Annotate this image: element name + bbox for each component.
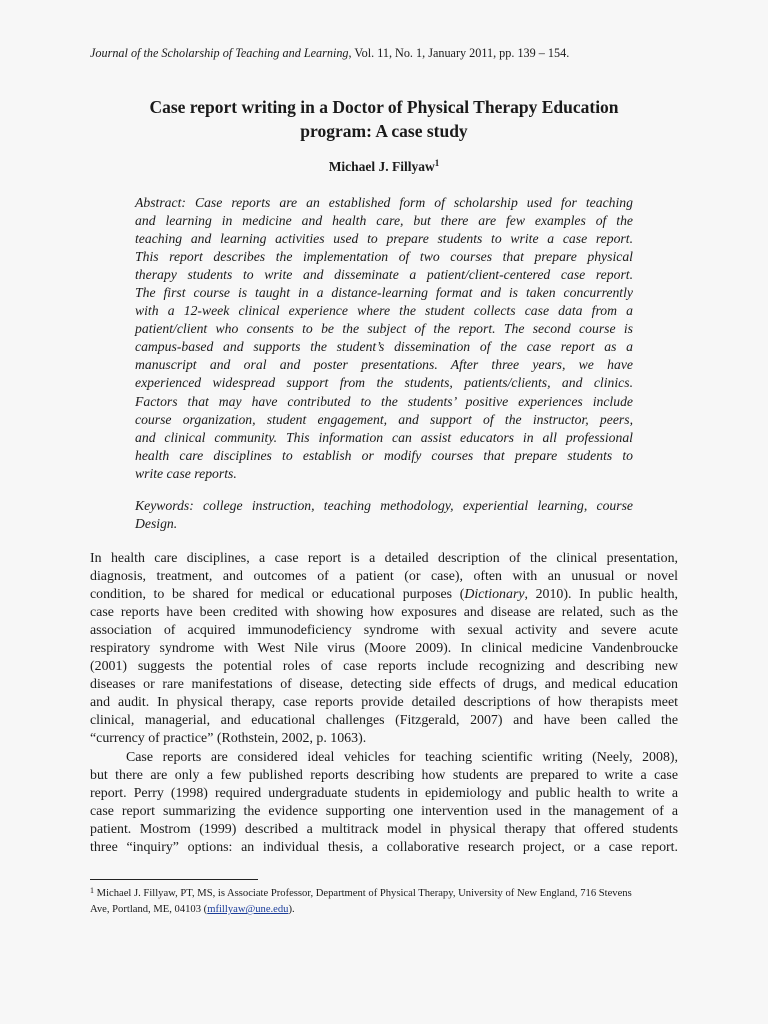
abstract-line: The first course is taught in a distance-learning format and is taken concurrently (135, 285, 633, 301)
footnote-text: Michael J. Fillyaw, PT, MS, is Associate Professor, Department of Physical Therapy, University of New England, 716 Stevens (94, 888, 632, 899)
body-line: report. Perry (1998) required undergraduate students in epidemiology and public health to write a (90, 785, 678, 801)
abstract-line: and clinical community. This information can assist educators in all professional (135, 429, 633, 445)
abstract-line: Abstract: Case reports are an established form of scholarship used for teaching (135, 195, 633, 210)
abstract-line: experienced widespread support from the students, patients/clients, and clinics. (135, 375, 633, 391)
footnote-marker: 1 (90, 886, 94, 895)
footnote-divider (90, 879, 258, 880)
body-line: diseases or rare manifestations of disease, detecting side effects of drugs, and medical education (90, 677, 678, 693)
abstract-line: course organization, student engagement, and support of the instructor, peers, (135, 411, 633, 427)
journal-name: Journal of the Scholarship of Teaching and Learning (90, 46, 349, 60)
abstract-line: manuscript and oral and poster presentations. After three years, we have (135, 357, 633, 373)
keywords (135, 497, 633, 533)
body-line: “currency of practice” (Rothstein, 2002, p. 1063). (90, 731, 367, 747)
keywords-line: Keywords: college instruction, teaching methodology, experiential learning, course (135, 498, 633, 513)
title-line-2: program: A case study (300, 121, 468, 141)
footnote (90, 886, 690, 918)
body-line (90, 586, 678, 604)
paragraph-2 (90, 749, 678, 857)
author-footnote-marker: 1 (434, 158, 440, 168)
footnote-line (90, 886, 690, 902)
body-line: respiratory syndrome with West Nile virus (Moore 2009). In clinical medicine Vandenbroucke (90, 641, 678, 657)
body-line: association of acquired immunodeficiency syndrome with sexual activity and severe acute (90, 623, 678, 639)
abstract-line: Factors that may have contributed to the students’ positive experiences include (135, 393, 633, 409)
paragraph-1 (90, 550, 678, 749)
footnote-line (90, 902, 690, 918)
abstract-line: and learning in medicine and health care, but there are few examples of the (135, 213, 633, 229)
author-line (90, 158, 678, 176)
body-text-segment: condition, to be shared for medical or educational purposes ( (90, 587, 465, 603)
abstract-line: This report describes the implementation of two courses that prepare physical (135, 249, 633, 265)
body-text-segment: , 2010). In public health, (524, 587, 678, 603)
title-line-1: Case report writing in a Doctor of Physical Therapy Education (149, 97, 619, 117)
body-line: patient. Mostrom (1999) described a multitrack model in physical therapy that offered students (90, 821, 678, 837)
body-line: but there are only a few published reports describing how students are prepared to write a case (90, 767, 678, 783)
footnote-text: Ave, Portland, ME, 04103 ( (90, 904, 208, 915)
body-line: diagnosis, treatment, and outcomes of a patient (or case), often with an unusual or novel (90, 569, 678, 585)
author-name: Michael J. Fillyaw (328, 159, 435, 174)
abstract-line: therapy students to write and disseminate a patient/client-centered case report. (135, 267, 633, 283)
body-line: In health care disciplines, a case report is a detailed description of the clinical presentation, (90, 551, 678, 566)
body-line: case reports have been credited with showing how exposures and disease are related, such as the (90, 605, 678, 621)
body-line: clinical, managerial, and educational challenges (Fitzgerald, 2007) and have been called the (90, 713, 678, 729)
keywords-line: Design. (135, 516, 178, 531)
body-line: Case reports are considered ideal vehicles for teaching scientific writing (Neely, 2008), (126, 749, 678, 765)
abstract-line: campus-based and supports the student’s dissemination of the case report as a (135, 339, 633, 355)
abstract-line: health care disciplines to establish or modify courses that prepare students to (135, 447, 633, 463)
abstract (135, 194, 633, 483)
body-text (90, 550, 678, 857)
author-email-link[interactable]: mfillyaw@une.edu (207, 904, 289, 915)
abstract-line: teaching and learning activities used to prepare students to write a case report. (135, 231, 633, 247)
paper-title (90, 95, 678, 143)
journal-volume-info: , Vol. 11, No. 1, January 2011, pp. 139 – 154. (348, 46, 570, 60)
citation-dictionary: Dictionary (464, 587, 525, 603)
abstract-line: patient/client who consents to be the subject of the report. The second course is (135, 321, 633, 337)
body-line: case report summarizing the evidence supporting one intervention used in the management of a (90, 803, 678, 819)
footnote-text: ). (288, 904, 295, 915)
abstract-line: write case reports. (135, 465, 237, 481)
abstract-line: with a 12-week clinical experience where the student collects case data from a (135, 303, 633, 319)
body-line: and audit. In physical therapy, case reports provide detailed descriptions of how therapists meet (90, 695, 678, 711)
body-line: three “inquiry” options: an individual thesis, a collaborative research project, or a case report. (90, 839, 678, 855)
body-line: (2001) suggests the potential roles of case reports include recognizing and describing new (90, 659, 678, 675)
journal-citation (90, 45, 690, 61)
